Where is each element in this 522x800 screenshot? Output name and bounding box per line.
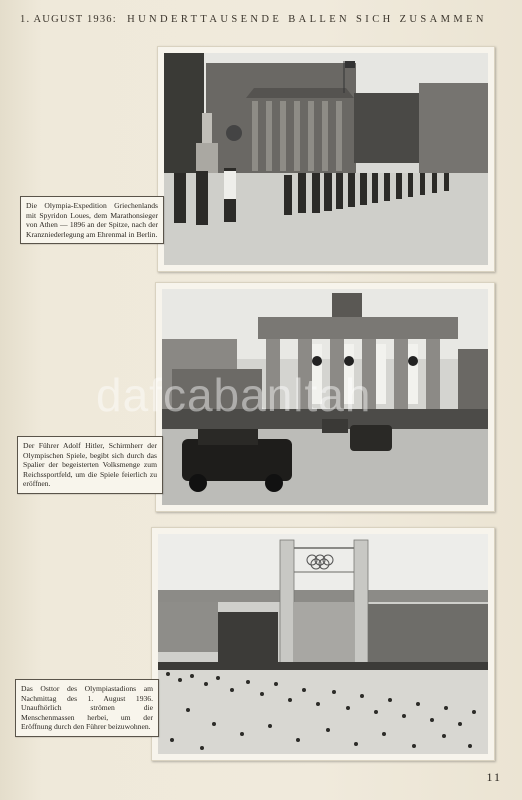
- watermark: dafcabanltah: [96, 369, 372, 421]
- photo-stadium-east-gate: [151, 527, 495, 761]
- page-number: 11: [486, 770, 502, 784]
- photo-parade-memorial: [157, 46, 495, 272]
- caption-brandenburg-gate: Der Führer Adolf Hitler, Schirmherr der Olympischen Spiele, begibt sich durch das Spalier der begeisterten Volksmenge zum Reichssportfeld, um die Spiele feierlich zu eröffnen.: [17, 436, 163, 494]
- page-header: [20, 14, 510, 25]
- caption-parade-memorial: Die Olympia-Expedition Griechenlands mit Spyridon Loues, dem Marathonsieger von Athen — 1896 an der Spitze, nach der Kranzniederlegung am Ehrenmal in Berlin.: [20, 196, 164, 244]
- caption-stadium-east-gate: Das Osttor des Olympiastadions am Nachmittag des 1. August 1936. Unaufhörlich strömen die Menschenmassen herbei, um der Eröffnung durch den Führer beizuwohnen.: [15, 679, 159, 737]
- header-date: 1. AUGUST 1936:: [20, 14, 117, 25]
- photo-brandenburg-gate: [155, 282, 495, 512]
- header-title: HUNDERTTAUSENDE BALLEN SICH ZUSAMMEN: [127, 14, 487, 25]
